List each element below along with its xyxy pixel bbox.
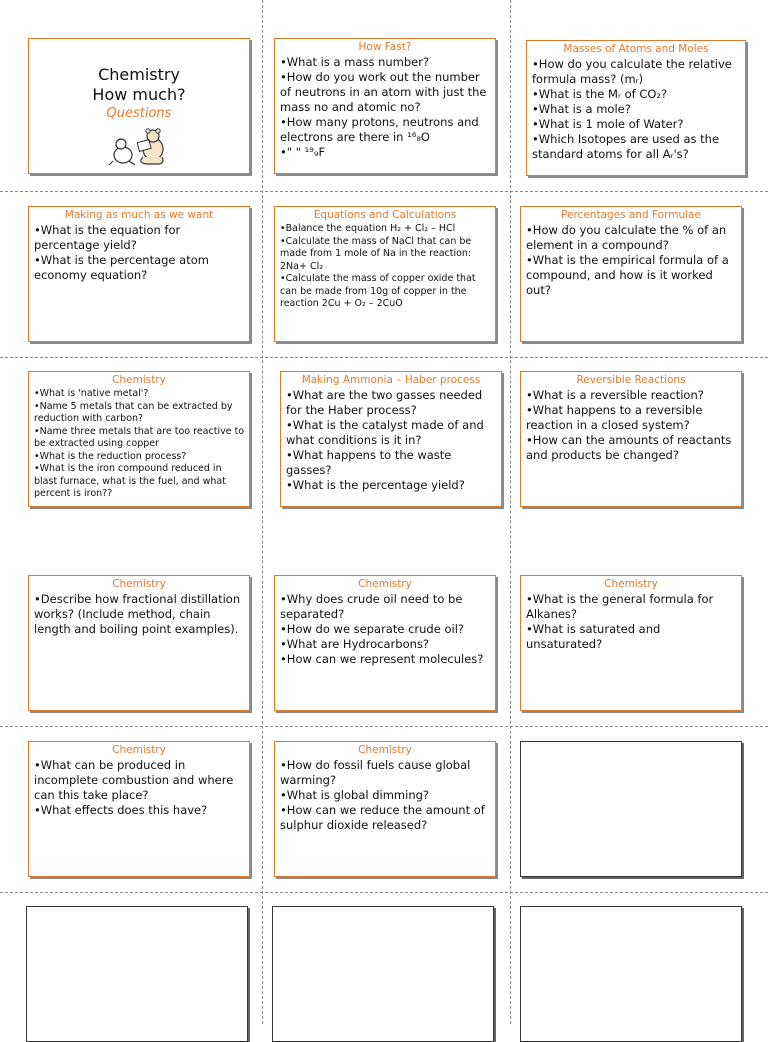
cover-card	[28, 38, 250, 174]
question-item: • What is a reversible reaction?	[526, 388, 737, 403]
card-masses-of-atoms	[526, 40, 746, 176]
card-title: Making Ammonia – Haber process	[301, 374, 481, 386]
blank-card	[520, 906, 742, 1042]
question-item: • Calculate the mass of copper oxide that can be made from 10g of copper in the reaction 2Cu + O₂ – 2CuO	[280, 273, 491, 311]
question-item: • What are the two gasses needed for the Haber process?	[286, 388, 497, 418]
question-item: • Name 5 metals that can be extracted by reduction with carbon?	[34, 401, 245, 426]
question-item: • What is the iron compound reduced in blast furnace, what is the fuel, and what percent is iron??	[34, 463, 245, 501]
card-fractional-distillation	[28, 575, 250, 711]
question-list	[275, 223, 495, 311]
question-list	[29, 223, 249, 283]
card-how-fast	[274, 38, 496, 174]
card-title: Chemistry	[112, 374, 166, 386]
cut-line-horizontal-4	[0, 892, 768, 893]
question-item: • What is 1 mole of Water?	[532, 117, 741, 132]
card-title: Reversible Reactions	[576, 374, 686, 386]
question-list	[275, 592, 495, 667]
card-title: Equations and Calculations	[313, 209, 457, 221]
cut-line-horizontal-3	[0, 726, 768, 727]
question-list	[521, 388, 741, 463]
question-item: • What is the catalyst made of and what conditions is it in?	[286, 418, 497, 448]
question-item: • What is saturated and unsaturated?	[526, 622, 737, 652]
blank-card	[520, 741, 742, 877]
question-item: • How do you work out the number of neutrons in an atom with just the mass no and atomic no?	[280, 70, 491, 115]
card-making-as-much	[28, 206, 250, 342]
card-title: Chemistry	[358, 744, 412, 756]
question-list	[29, 592, 249, 637]
question-item: • How can we reduce the amount of sulphur dioxide released?	[280, 803, 491, 833]
card-haber-process	[280, 371, 502, 507]
cut-line-vertical-1	[262, 0, 263, 1024]
question-item: • Balance the equation H₂ + Cl₂ – HCl	[280, 223, 491, 236]
question-item: • Calculate the mass of NaCl that can be made from 1 mole of Na in the reaction: 2Na+ Cl₂	[280, 236, 491, 274]
card-incomplete-combustion	[28, 741, 250, 877]
question-item: • How do fossil fuels cause global warming?	[280, 758, 491, 788]
card-title: Chemistry	[604, 578, 658, 590]
question-item: • What happens to a reversible reaction in a closed system?	[526, 403, 737, 433]
cut-line-horizontal-2	[0, 357, 768, 358]
question-item: • What is the empirical formula of a compound, and how is it worked out?	[526, 253, 737, 298]
question-item: • How do you calculate the % of an element in a compound?	[526, 223, 737, 253]
question-item: • How can the amounts of reactants and products be changed?	[526, 433, 737, 463]
question-item: • Describe how fractional distillation works? (Include method, chain length and boiling point examples).	[34, 592, 245, 637]
card-alkanes	[520, 575, 742, 711]
question-item: • Why does crude oil need to be separated?	[280, 592, 491, 622]
question-item: • What is the general formula for Alkanes?	[526, 592, 737, 622]
question-item: • What is a mass number?	[280, 55, 491, 70]
card-title: Chemistry	[112, 744, 166, 756]
question-item: • What are Hydrocarbons?	[280, 637, 491, 652]
question-item: • How many protons, neutrons and electrons are there in ¹⁶₈O	[280, 115, 491, 145]
cut-line-vertical-2	[510, 0, 511, 1024]
question-item: • How can we represent molecules?	[280, 652, 491, 667]
question-list	[29, 758, 249, 818]
question-item: • Which Isotopes are used as the standard atoms for all Aᵣ's?	[532, 132, 741, 162]
card-title: Masses of Atoms and Moles	[563, 43, 709, 55]
question-list	[521, 592, 741, 652]
question-item: • What is the percentage yield?	[286, 478, 497, 493]
question-item: • What is global dimming?	[280, 788, 491, 803]
question-list	[275, 55, 495, 160]
card-percentages-formulae	[520, 206, 742, 342]
question-item: • What is the Mᵣ of CO₂?	[532, 87, 741, 102]
cover-title: Chemistry How much?	[92, 65, 186, 104]
card-reversible-reactions	[520, 371, 742, 507]
blank-card	[272, 906, 494, 1042]
question-item: • What is the reduction process?	[34, 451, 245, 464]
card-title: Chemistry	[112, 578, 166, 590]
question-list	[281, 388, 501, 493]
question-list	[521, 223, 741, 298]
question-list	[29, 388, 249, 501]
question-list	[527, 57, 745, 162]
card-metals	[28, 371, 250, 507]
question-item: • What is a mole?	[532, 102, 741, 117]
question-item: • How do we separate crude oil?	[280, 622, 491, 637]
card-equations-calculations	[274, 206, 496, 342]
question-item: • What happens to the waste gasses?	[286, 448, 497, 478]
reading-figure-icon	[107, 127, 171, 167]
question-item: • What is the equation for percentage yield?	[34, 223, 245, 253]
question-item: • Name three metals that are too reactive to be extracted using copper	[34, 426, 245, 451]
question-item: • What is 'native metal'?	[34, 388, 245, 401]
question-list	[275, 758, 495, 833]
card-global-warming	[274, 741, 496, 877]
question-item: • " " ¹⁹₉F	[280, 145, 491, 160]
cut-line-horizontal-1	[0, 191, 768, 192]
card-title: How Fast?	[358, 41, 412, 53]
card-title: Chemistry	[358, 578, 412, 590]
card-title: Percentages and Formulae	[561, 209, 701, 221]
question-item: • How do you calculate the relative formula mass? (mᵣ)	[532, 57, 741, 87]
card-title: Making as much as we want	[64, 209, 214, 221]
cover-subtitle: Questions	[106, 106, 172, 121]
question-item: • What can be produced in incomplete combustion and where can this take place?	[34, 758, 245, 803]
card-crude-oil	[274, 575, 496, 711]
question-item: • What is the percentage atom economy equation?	[34, 253, 245, 283]
blank-card	[26, 906, 248, 1042]
question-item: • What effects does this have?	[34, 803, 245, 818]
